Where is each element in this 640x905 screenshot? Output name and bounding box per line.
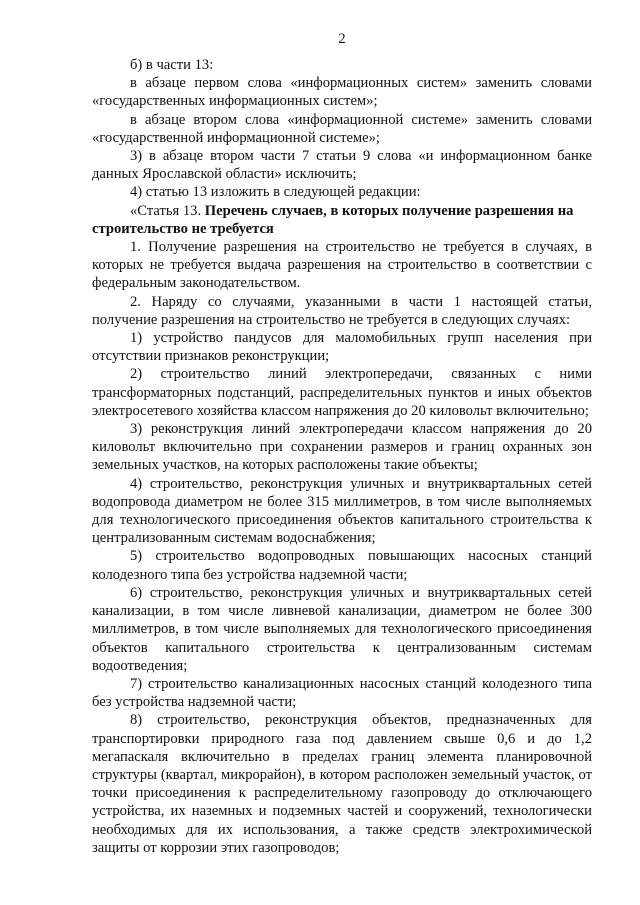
article-title: Перечень случаев, в которых получение разрешения на строительство не требуется: [92, 202, 574, 237]
list-item-5: 5) строительство водопроводных повышающих насосных станций колодезного типа без устройства надземной части;: [92, 548, 592, 583]
paragraph-1: б) в части 13:: [130, 57, 214, 73]
list-item-7: 7) строительство канализационных насосных станций колодезного типа без устройства надземной части;: [92, 675, 592, 711]
list-item-4: 4) строительство, реконструкция уличных и внутриквартальных сетей водопровода диаметром не более 315 миллиметров, в том числе выполняемых для технологического присоединения объектов капитального строительства к централизованным системам водоснабжения;: [92, 475, 592, 547]
article-prefix: «Статья 13.: [130, 202, 205, 219]
paragraph-2: в абзаце первом слова «информационных систем» заменить словами «государственных информационных систем»;: [92, 75, 592, 110]
list-item-3: 3) реконструкция линий электропередачи классом напряжения до 20 киловольт включительно при сохранении размеров и границ охранных зон земельных участков, на которых расположены такие объекты;: [92, 421, 592, 474]
paragraph-3: в абзаце втором слова «информационной системе» заменить словами «государственной информационной системе»;: [92, 111, 592, 146]
list-item-8: 8) строительство, реконструкция объектов, предназначенных для транспортировки природного газа под давлением свыше 0,6 и до 1,2 мегапаскаля включительно в пределах границ элемента планировочной структуры (квартал, микрорайон), в котором расположен земельный участок, от точки присоединения к распределительному газопроводу до отключающего устройства, их наземных и подземных частей и сооружений, технологически необходимых для их использования, а также средств электрохимической защиты от коррозии этих газопроводов;: [92, 712, 592, 856]
paragraph-4: 3) в абзаце втором части 7 статьи 9 слова «и информационном банке данных Ярославской области» исключить;: [92, 148, 592, 183]
list-item-6: 6) строительство, реконструкция уличных и внутриквартальных сетей канализации, в том числе ливневой канализации, диаметром не более 300 миллиметров, в том числе выполняемых для технологического присоединения объектов капитального строительства к централизованным системам водоотведения;: [92, 584, 592, 674]
article-part-1: 1. Получение разрешения на строительство не требуется в случаях, в которых не требуется выдача разрешения на строительство в соответствии с федеральным законодательством.: [92, 239, 592, 292]
page-number: 2: [338, 31, 346, 47]
article-part-2: 2. Наряду со случаями, указанными в части 1 настоящей статьи, получение разрешения на строительство не требуется в следующих случаях:: [92, 293, 592, 328]
article-heading: [92, 202, 592, 238]
list-item-1: 1) устройство пандусов для маломобильных групп населения при отсутствии признаков реконструкции;: [92, 330, 592, 365]
paragraph-5: 4) статью 13 изложить в следующей редакции:: [130, 184, 421, 201]
list-item-2: 2) строительство линий электропередачи, связанных с ними трансформаторных подстанций, распределительных пунктов и иных объектов электросетевого хозяйства классом напряжения до 20 киловольт включительно;: [92, 366, 592, 419]
document-page: [92, 30, 592, 857]
